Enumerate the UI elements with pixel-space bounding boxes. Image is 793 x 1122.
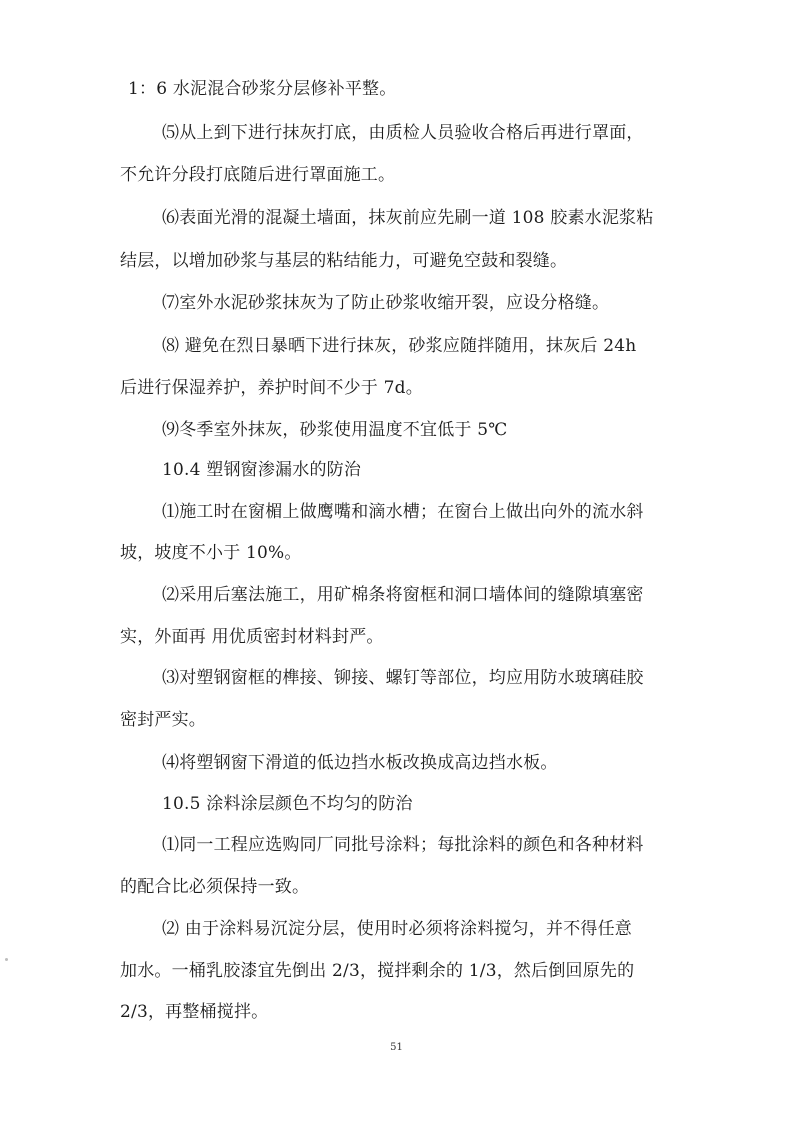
text-line: 坡，坡度不小于 10%。 — [120, 543, 302, 563]
text-line: ⑺室外水泥砂浆抹灰为了防止砂浆收缩开裂，应设分格缝。 — [162, 293, 610, 313]
text-line: ⑼冬季室外抹灰，砂浆使用温度不宜低于 5℃ — [162, 420, 508, 440]
text-line: ⑴同一工程应选购同厂同批号涂料；每批涂料的颜色和各种材料 — [162, 835, 644, 855]
text-line: 的配合比必须保持一致。 — [120, 877, 310, 897]
text-line: ⑹表面光滑的混凝土墙面，抹灰前应先刷一道 108 胶素水泥浆粘 — [162, 208, 654, 228]
text-line: 1：6 水泥混合砂浆分层修补平整。 — [128, 79, 397, 99]
text-line: 不允许分段打底随后进行罩面施工。 — [120, 165, 396, 185]
text-line: ⑴施工时在窗楣上做鹰嘴和滴水槽；在窗台上做出向外的流水斜 — [162, 502, 644, 522]
scan-speck — [5, 958, 8, 961]
text-line: ⑵ 由于涂料易沉淀分层，使用时必须将涂料搅匀，并不得任意 — [162, 919, 633, 939]
text-line: ⑷将塑钢窗下滑道的低边挡水板改换成高边挡水板。 — [162, 753, 558, 773]
text-line: ⑻ 避免在烈日暴晒下进行抹灰，砂浆应随拌随用，抹灰后 24h — [162, 336, 637, 356]
text-line: 密封严实。 — [120, 710, 206, 730]
page-number: 51 — [390, 1042, 403, 1053]
text-line: 后进行保湿养护，养护时间不少于 7d。 — [120, 378, 423, 398]
text-line: 2/3，再整桶搅拌。 — [120, 1002, 269, 1022]
section-heading: 10.4 塑钢窗渗漏水的防治 — [162, 460, 362, 480]
text-line: 加水。一桶乳胶漆宜先倒出 2/3，搅拌剩余的 1/3，然后倒回原先的 — [120, 961, 635, 981]
section-heading: 10.5 涂料涂层颜色不均匀的防治 — [162, 794, 413, 814]
text-line: ⑶对塑钢窗框的榫接、铆接、螺钉等部位，均应用防水玻璃硅胶 — [162, 668, 644, 688]
text-line: ⑸从上到下进行抹灰打底，由质检人员验收合格后再进行罩面， — [162, 123, 644, 143]
text-line: 实，外面再 用优质密封材料封严。 — [120, 627, 384, 647]
text-line: 结层，以增加砂浆与基层的粘结能力，可避免空鼓和裂缝。 — [120, 251, 568, 271]
text-line: ⑵采用后塞法施工，用矿棉条将窗框和洞口墙体间的缝隙填塞密 — [162, 585, 644, 605]
